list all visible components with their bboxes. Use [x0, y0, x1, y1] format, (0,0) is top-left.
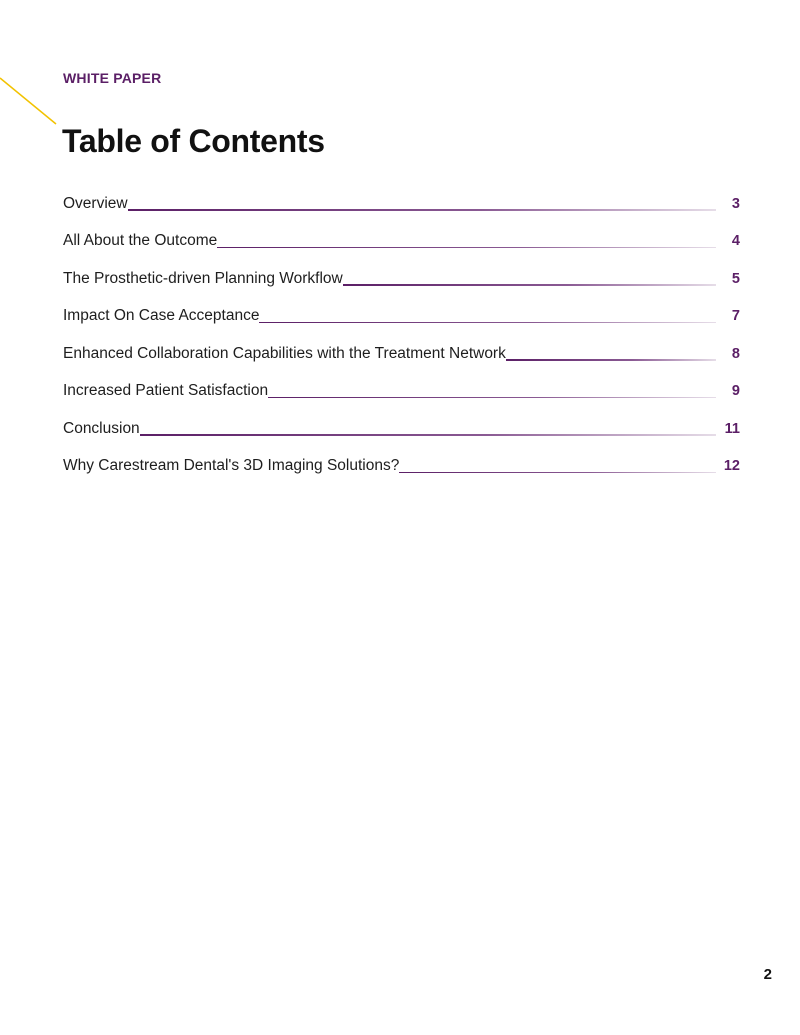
page-title: Table of Contents	[62, 123, 325, 159]
document-type-label: WHITE PAPER	[63, 70, 162, 86]
toc-entry-conclusion[interactable]	[63, 401, 738, 439]
toc-entry-page: 5	[731, 270, 740, 287]
toc-entry-page: 11	[724, 420, 740, 437]
toc-entry-page: 8	[731, 345, 740, 362]
toc-entry-page: 9	[731, 383, 740, 399]
toc-entry-label: Impact On Case Acceptance	[63, 307, 260, 324]
toc-entry-imaging-solutions[interactable]	[63, 439, 738, 477]
toc-entry-label: Conclusion	[63, 419, 140, 437]
toc-entry-collaboration[interactable]	[63, 326, 738, 364]
toc-entry-page: 3	[731, 195, 740, 212]
toc-leader-line	[140, 434, 716, 436]
toc-leader-line	[506, 359, 716, 361]
toc-leader-line	[217, 247, 716, 249]
toc-entry-label: The Prosthetic-driven Planning Workflow	[63, 269, 343, 287]
toc-entry-label: Increased Patient Satisfaction	[63, 382, 269, 399]
table-of-contents	[63, 176, 738, 476]
toc-entry-case-acceptance[interactable]	[63, 289, 738, 327]
toc-leader-line	[128, 209, 716, 211]
toc-entry-page: 7	[731, 308, 740, 324]
toc-entry-planning-workflow[interactable]	[63, 251, 738, 289]
toc-leader-line	[343, 284, 716, 286]
toc-entry-label: Overview	[63, 194, 128, 212]
page-number: 2	[763, 966, 772, 983]
toc-leader-line	[268, 397, 716, 399]
toc-entry-label: Enhanced Collaboration Capabilities with the Treatment Network	[63, 344, 506, 362]
toc-entry-page: 4	[731, 233, 740, 249]
toc-leader-line	[399, 472, 716, 474]
toc-entry-overview[interactable]	[63, 176, 738, 214]
toc-entry-patient-satisfaction[interactable]	[63, 364, 738, 402]
toc-entry-label: All About the Outcome	[63, 232, 218, 249]
toc-leader-line	[259, 322, 716, 324]
decorative-corner-line	[0, 0, 70, 140]
toc-entry-page: 12	[723, 458, 740, 474]
toc-entry-label: Why Carestream Dental's 3D Imaging Solutions?	[63, 457, 400, 474]
toc-entry-outcome[interactable]	[63, 214, 738, 252]
